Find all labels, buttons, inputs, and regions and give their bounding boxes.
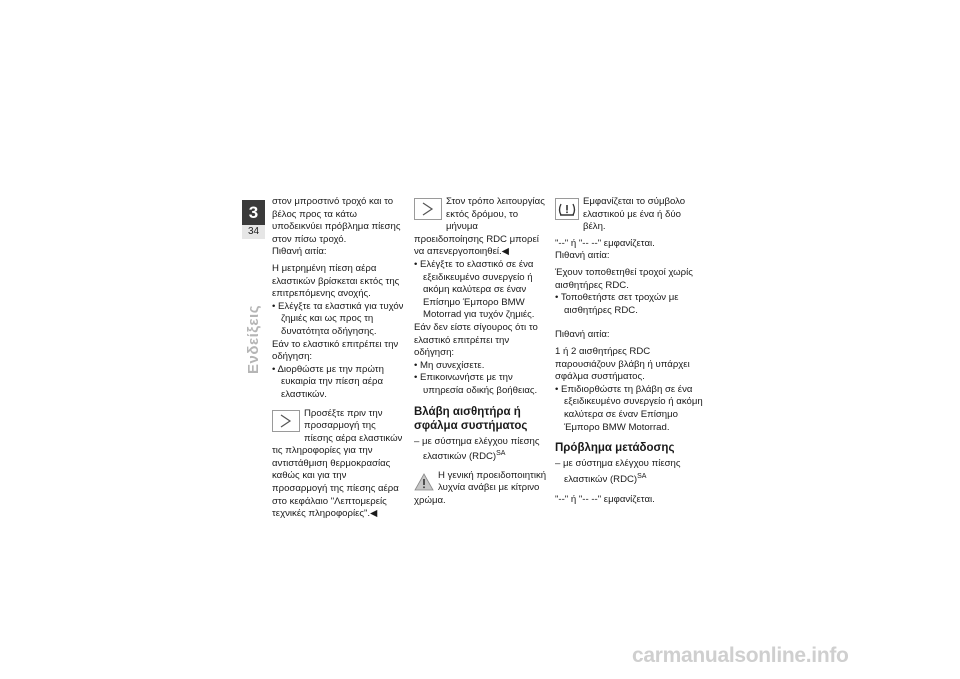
section-heading: Πρόβλημα μετάδοσης — [555, 442, 675, 455]
section-title: Ενδείξεις — [245, 305, 262, 374]
paragraph: "--" ή "-- --" εμφανίζεται. — [555, 237, 655, 249]
bullet-item: • Επικοινωνήστε με την υπηρεσία οδικής βοήθειας. — [414, 372, 538, 396]
bullet-item: • Μη συνεχίσετε. — [414, 359, 485, 371]
paragraph: Η μετρημένη πίεση αέρα ελαστικών βρίσκεται εκτός της επιτρεπόμενης ανοχής. — [272, 262, 400, 300]
paragraph: στον μπροστινό τροχό και το βέλος προς τα κάτω υποδεικνύει πρόβλημα πίεσης στον πίσω τροχό. — [272, 196, 401, 245]
paragraph: Εμφανίζεται το σύμβολο ελαστικού με ένα ή δύο βέλη. — [583, 196, 686, 233]
warning-triangle-icon — [414, 472, 434, 492]
chapter-number: 3 — [242, 200, 265, 225]
bullet-item: • Ελέγξτε τα ελαστικά για τυχόν ζημιές και ως προς τη δυνατότητα οδήγησης. — [272, 300, 404, 337]
note-play-icon — [272, 410, 300, 432]
dash-text: – με σύστημα ελέγχου πίεσης ελαστικών (RDC) — [414, 435, 540, 463]
column-2 — [414, 196, 549, 508]
paragraph: "--" ή "-- --" εμφανίζεται. — [555, 494, 655, 506]
dash-item — [555, 458, 703, 486]
dash-item — [414, 436, 549, 464]
paragraph: 1 ή 2 αισθητήρες RDC παρουσιάζουν βλάβη ή υπάρχει σφάλμα συστήματος. — [555, 345, 690, 383]
note-block — [414, 196, 549, 259]
paragraph: Πιθανή αιτία: — [555, 329, 610, 341]
note-text: Στον τρόπο λειτουργίας εκτός δρόμου, το μήνυμα προειδοποίησης RDC μπορεί να απενεργοποιηθεί.◀ — [414, 196, 545, 258]
section-title-vertical — [245, 305, 265, 374]
warning-block — [414, 470, 549, 508]
sa-superscript: SA — [637, 472, 647, 480]
sa-superscript: SA — [496, 450, 506, 458]
paragraph: Εάν το ελαστικό επιτρέπει την οδήγηση: — [272, 338, 399, 363]
tire-pressure-warning-icon — [555, 198, 579, 220]
paragraph: Εάν δεν είστε σίγουρος ότι το ελαστικό επιτρέπει την οδήγηση: — [414, 321, 538, 359]
symbol-block — [555, 196, 703, 234]
note-play-icon — [414, 198, 442, 220]
paragraph: Πιθανή αιτία: — [272, 246, 327, 258]
note-block — [272, 408, 404, 521]
section-heading: Βλάβη αισθητήρα ή σφάλμα συστήματος — [414, 405, 528, 432]
page-number: 34 — [242, 225, 265, 239]
warning-text: Η γενική προειδοποιητική λυχνία ανάβει με κίτρινο χρώμα. — [414, 469, 547, 507]
bullet-item: • Επιδιορθώστε τη βλάβη σε ένα εξειδικευμένο συνεργείο ή ακόμη καλύτερα σε έναν Επίσημο Έμπορο BMW Motorrad. — [555, 383, 703, 433]
bullet-item: • Τοποθετήστε σετ τροχών με αισθητήρες RDC. — [555, 292, 679, 316]
column-1 — [272, 196, 404, 521]
note-text: Προσέξτε πριν την προσαρμογή της πίεσης αέρα ελαστικών τις πληροφορίες για την αντιστάθμιση θερμοκρασίας καθώς και για την προσαρμογή της πίεσης αέρα στο κεφάλαιο "Λεπτομερείς τεχνικές πληροφορίες".◀ — [272, 407, 403, 520]
watermark: carmanualsonline.info — [632, 644, 849, 667]
column-3 — [555, 196, 703, 507]
bullet-item: • Ελέγξτε το ελαστικό σε ένα εξειδικευμένο συνεργείο ή ακόμη καλύτερα σε έναν Επίσημο Έμπορο BMW Motorrad για τυχόν ζημιές. — [414, 258, 535, 321]
dash-text: – με σύστημα ελέγχου πίεσης ελαστικών (RDC) — [555, 458, 681, 485]
paragraph: Πιθανή αιτία: — [555, 250, 610, 262]
paragraph: Έχουν τοποθετηθεί τροχοί χωρίς αισθητήρες RDC. — [555, 266, 693, 291]
bullet-item: • Διορθώστε με την πρώτη ευκαιρία την πίεση αέρα ελαστικών. — [272, 363, 384, 400]
